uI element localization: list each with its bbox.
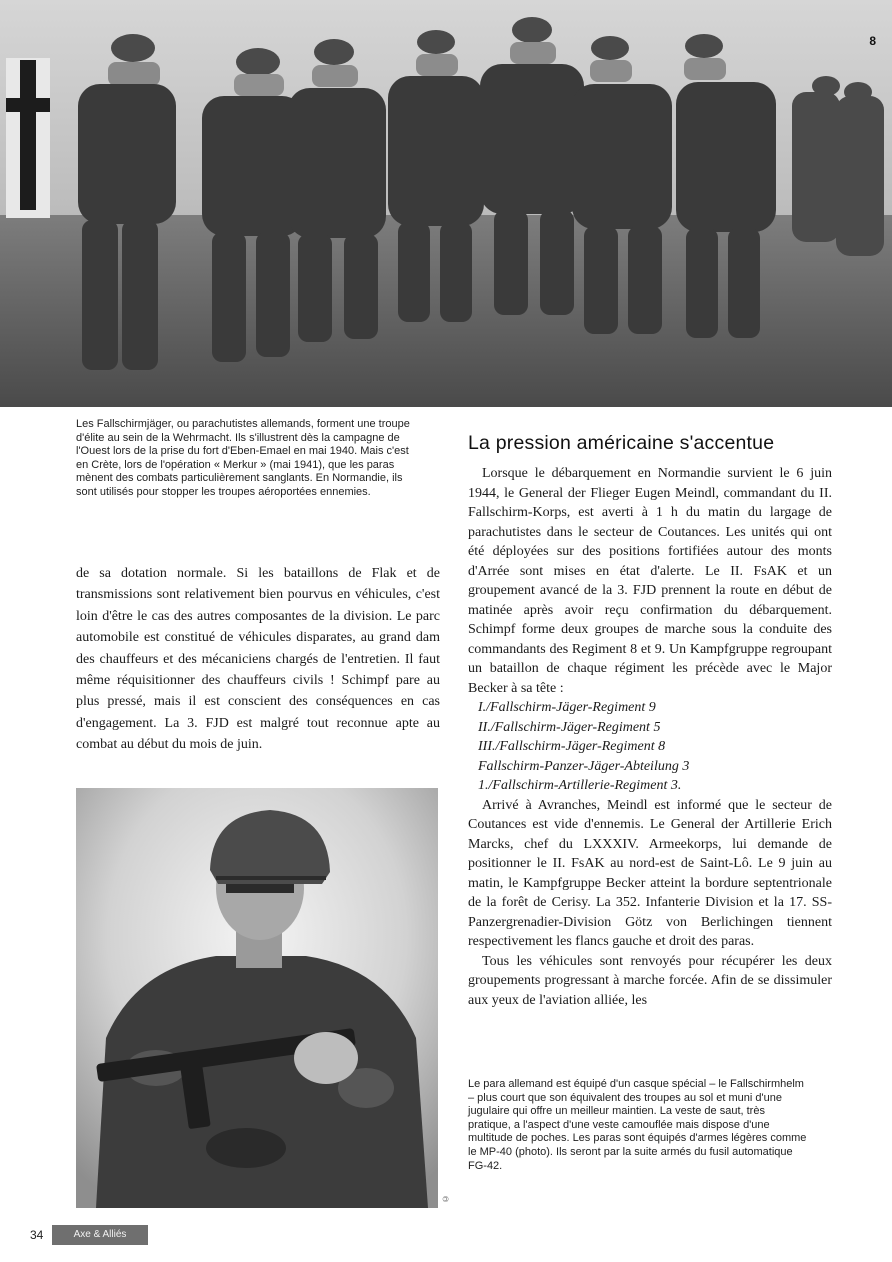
unit-list-item: 1./Fallschirm-Artillerie-Regiment 3. — [478, 778, 682, 793]
body-text-left: de sa dotation normale. Si les bataillons de Flak et de transmissions sont relativement bien pourvus en véhicules, c'est loin d'être le cas des autres composantes de la division. Le parc automobile est constitué de véhicules disparates, au grand dam des chauffeurs et des mécaniciens chargés de l'entretien. Il faut même réquisitionner des chauffeurs civils ! Schimpf pare au plus pressé, mais il est conscient des conséquences en cas d'engagement. La 3. FJD est malgré tout reconnue apte au combat au début du mois de juin. — [76, 566, 440, 753]
photo-credit: © — [441, 1194, 450, 1203]
photo-caption-bottom: Le para allemand est équipé d'un casque spécial – le Fallschirmhelm – plus court que son équivalent des troupes au sol et muni d'une jugulaire qui offre un meilleur maintien. La veste de saut, très pratique, a l'aspect d'une veste camouflée mais dispose d'une multitude de poches. Les paras sont équipés d'armes légères comme le MP-40 (photo). Ils seront par la suite armés du fusil automatique FG-42. — [468, 1078, 807, 1172]
unit-list-item: III./Fallschirm-Jäger-Regiment 8 — [478, 739, 666, 754]
photo-caption-top: Les Fallschirmjäger, ou parachutistes allemands, forment une troupe d'élite au sein de la Wehrmacht. Ils s'illustrent dès la campagne de l'Ouest lors de la prise du fort d'Eben-Emael en mai 1940. Mais c'est en Crète, lors de l'opération « Merkur » (mai 1941), que les paras mènent des combats particulièrement sanglants. En Normandie, ils sont utilisés pour stopper les troupes aéroportées ennemies. — [76, 418, 410, 498]
page-number: 34 — [30, 1228, 44, 1242]
paratrooper-portrait-photo — [76, 788, 438, 1208]
unit-list-item: I./Fallschirm-Jäger-Regiment 9 — [478, 700, 656, 715]
article-paragraph: Arrivé à Avranches, Meindl est informé que le secteur de Coutances est vide d'ennemis. Le General der Artillerie Erich Marcks, chef du LXXXIV. Armeekorps, lui demande de positionner le II. FsAK au nord-est de Saint-Lô. Le 9 juin au matin, le Kampfgruppe Becker atteint la bordure septentrionale de la forêt de Cerisy. La 352. Infanterie Division et la 17. SS-Panzergrenadier-Division Götz von Berlichingen tiennent respectivement les flancs gauche et droit des paras. — [468, 797, 832, 949]
paratrooper-portrait-photo-icon — [76, 788, 438, 1208]
paratroopers-group-photo — [0, 0, 892, 407]
page-number-top: 8 — [869, 34, 876, 48]
article-paragraph: Tous les véhicules sont renvoyés pour récupérer les deux groupements progressant à marche forcée. Afin de se dissimuler aux yeux de l'aviation alliée, les — [468, 953, 832, 1008]
paratroopers-group-photo-icon — [0, 0, 892, 407]
section-heading: La pression américaine s'accentue — [468, 432, 775, 454]
unit-list — [478, 698, 832, 796]
article-paragraph: Lorsque le débarquement en Normandie survient le 6 juin 1944, le General der Flieger Eugen Meindl, commandant du II. Fallschirm-Korps, est averti à 1 h du matin du largage de parachutistes dans le secteur de Coutances. Les unités qui ont été déployées sur des positions fortifiées autour des monts d'Arrée sont mises en état d'alerte. Le II. FsAK et un groupement avancé de la 3. FJD prennent la route en début de matinée après avoir reçu confirmation du débarquement. Schimpf forme deux groupes de marche sous la conduite des commandants des Regiment 8 et 9. Un Kampfgruppe regroupant un bataillon de chaque régiment les précède avec le Major Becker à sa tête : — [468, 466, 832, 696]
unit-list-item: Fallschirm-Panzer-Jäger-Abteilung 3 — [478, 758, 690, 774]
magazine-brand-logo: Axe & Alliés — [52, 1225, 148, 1245]
article-column — [468, 432, 832, 1010]
unit-list-item: II./Fallschirm-Jäger-Regiment 5 — [478, 719, 661, 735]
